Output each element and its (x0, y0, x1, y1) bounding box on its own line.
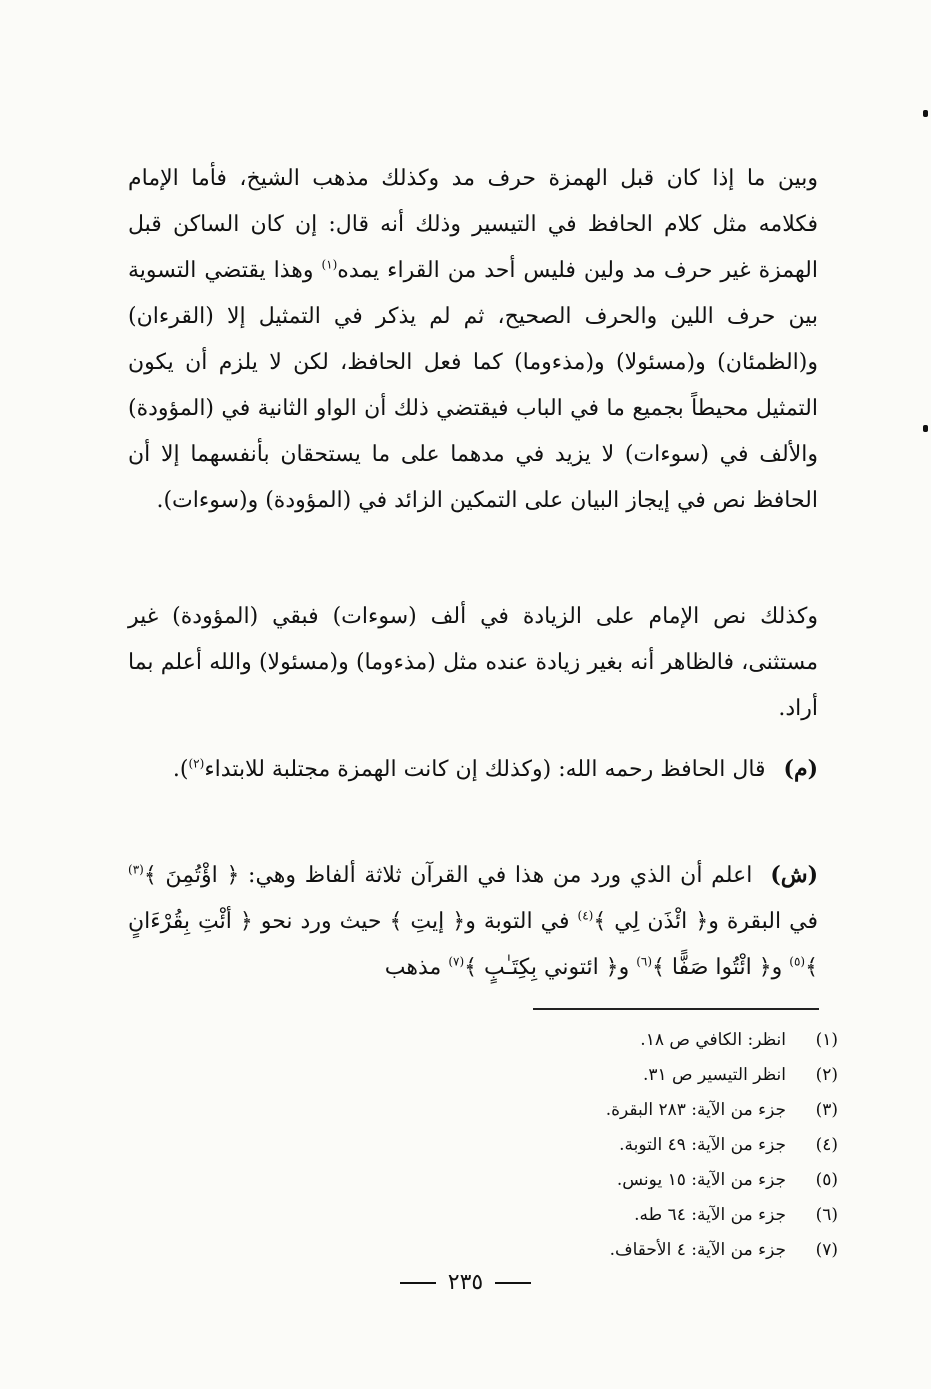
page-number-value: ٢٣٥ (447, 1270, 484, 1295)
footnote-number: (٤) (815, 1134, 838, 1155)
margin-dot-middle (923, 425, 928, 432)
paragraph-sharh (128, 852, 818, 991)
sharh-text-f: مذهب (384, 955, 449, 980)
sharh-label: (ش) (770, 862, 818, 888)
footnote-item (460, 1232, 838, 1267)
footnote-ref-1: (١) (321, 257, 338, 272)
footnote-item (460, 1022, 838, 1057)
matn-label: (م) (783, 756, 818, 782)
footnote-number: (٥) (815, 1169, 838, 1190)
footnote-item (460, 1127, 838, 1162)
footnotes (460, 1022, 838, 1267)
footnote-number: (١) (815, 1029, 838, 1050)
paragraph-1-continuation: وهذا يقتضي التسوية بين حرف اللين والحرف الصحيح، ثم لم يذكر في التمثيل إلا (القرءان) و(الظمئان) و(مسئولا) و(مذءوما) كما فعل الحافظ، لكن لا يلزم أن يكون التمثيل محيطاً بجميع ما في الباب فيقتضي ذلك أن الواو الثانية في (المؤودة) والألف في (سوءات) لا يزيد في مدهما على ما يستحقان بأنفسهما إلا أن الحافظ نص في إيجاز البيان على التمكين الزائد في (المؤودة) و(سوءات). (128, 258, 818, 513)
footnote-ref-5: (٥) (789, 954, 806, 969)
footnote-text: انظر التيسير ص ٣١. (642, 1064, 786, 1085)
footnote-ref-3: (٣) (128, 862, 144, 877)
sharh-text-d: و﴿ ائْتُوا صَفًّا ﴾ (652, 955, 790, 980)
paragraph-1 (128, 156, 818, 524)
footnote-item (460, 1092, 838, 1127)
margin-dot-top (923, 110, 928, 117)
footnote-item (460, 1162, 838, 1197)
sharh-text-c: في التوبة و﴿ إيتِ ﴾ حيث ورد نحو ﴿ أئْتِ بِقُرْءَانٍ ﴾ (128, 909, 818, 980)
matn-end: ). (172, 757, 189, 782)
footnote-ref-7: (٧) (448, 954, 465, 969)
footnote-text: جزء من الآية: ٤٩ التوبة. (619, 1134, 786, 1155)
footnote-number: (٦) (815, 1204, 838, 1225)
footnote-text: جزء من الآية: ٢٨٣ البقرة. (605, 1099, 786, 1120)
footnote-ref-4: (٤) (577, 908, 594, 923)
footnote-ref-6: (٦) (636, 954, 653, 969)
page-number (0, 1270, 931, 1295)
footnote-separator (533, 1008, 819, 1010)
paragraph-1-text: وبين ما إذا كان قبل الهمزة حرف مد وكذلك مذهب الشيخ، فأما الإمام فكلامه مثل كلام الحافظ في التيسير وذلك أنه قال: إن كان الساكن قبل الهمزة غير حرف مد ولين فليس أحد من القراء يمده (128, 166, 818, 283)
paragraph-2-text: وكذلك نص الإمام على الزيادة في ألف (سوءات) فبقي (المؤودة) غير مستثنى، فالظاهر أنه بغير زيادة عنده مثل (مذءوما) و(مسئولا) والله أعلم بما أراد. (128, 604, 818, 721)
footnote-text: جزء من الآية: ٦٤ طه. (634, 1204, 786, 1225)
footnote-item (460, 1057, 838, 1092)
footnote-item (460, 1197, 838, 1232)
footnote-ref-2: (٢) (188, 756, 205, 771)
footnote-number: (٣) (815, 1099, 838, 1120)
footnote-text: جزء من الآية: ١٥ يونس. (616, 1169, 786, 1190)
sharh-text-e: و﴿ ائتوني بِكِتَـٰبٍ ﴾ (464, 955, 637, 980)
footnote-number: (٢) (815, 1064, 838, 1085)
sharh-text-a: اعلم أن الذي ورد من هذا في القرآن ثلاثة ألفاظ وهي: ﴿ اؤْتُمِنَ ﴾ (143, 863, 753, 888)
page-number-dash-right (400, 1282, 436, 1284)
sharh-text-b: في البقرة و﴿ ائْذَن لِي ﴾ (593, 909, 818, 934)
footnote-text: انظر: الكافي ص ١٨. (640, 1029, 786, 1050)
footnote-number: (٧) (815, 1239, 838, 1260)
footnote-text: جزء من الآية: ٤ الأحقاف. (609, 1239, 786, 1260)
matn-text: قال الحافظ رحمه الله: (وكذلك إن كانت الهمزة مجتلبة للابتداء (204, 757, 766, 782)
paragraph-2 (128, 594, 818, 732)
paragraph-matn (128, 746, 818, 793)
page-number-dash-left (495, 1282, 531, 1284)
